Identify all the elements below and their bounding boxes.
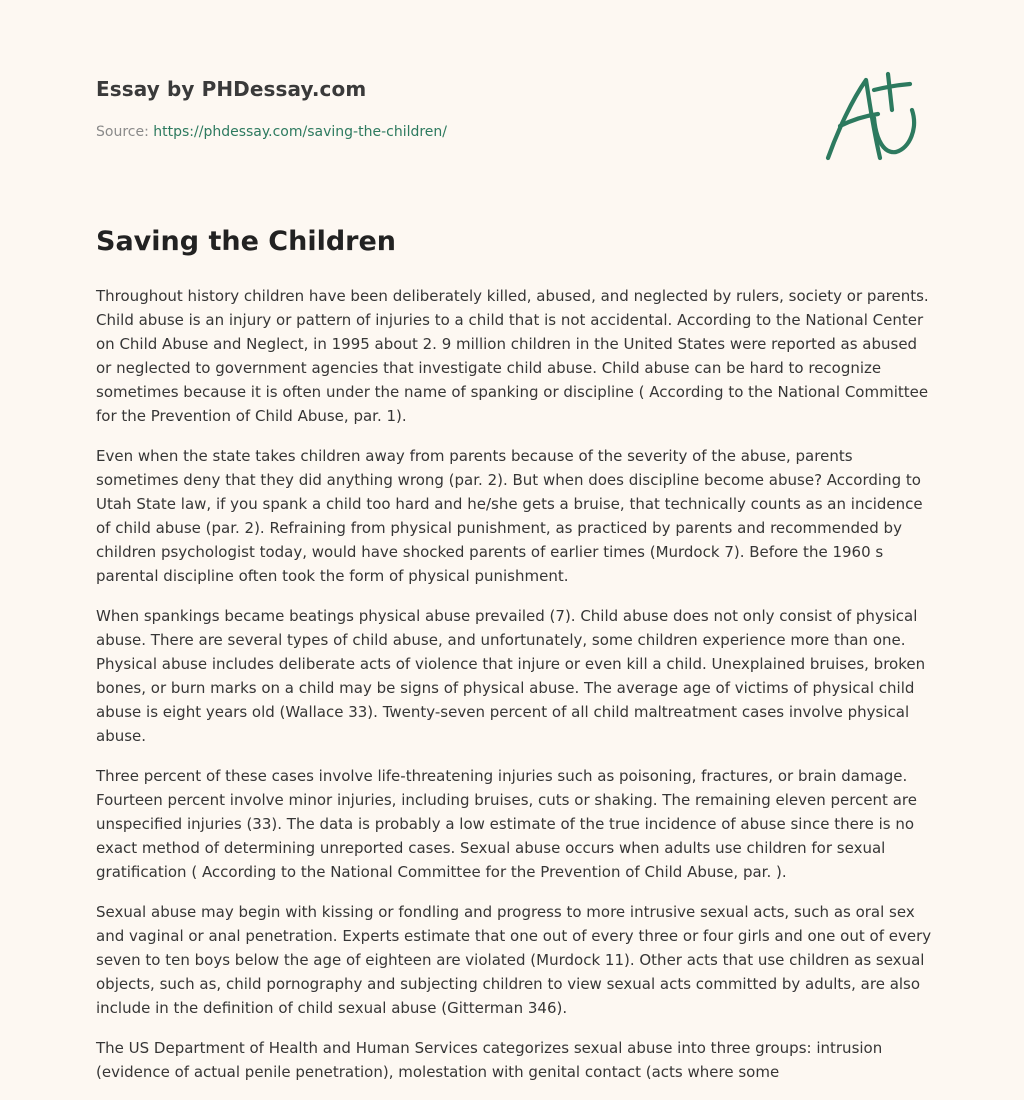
essay-paragraph: The US Department of Health and Human Services categorizes sexual abuse into three groups: intrusion (evidence of actual penile penetration), molestation with genital contact (acts where some bbox=[96, 1039, 883, 1081]
site-title: Essay by PHDessay.com bbox=[96, 77, 367, 101]
source-label: Source: bbox=[96, 124, 149, 140]
essay-paragraph: Three percent of these cases involve life-threatening injuries such as poisoning, fractures, or brain damage. Fourteen percent involve minor injuries, including bruises, cuts or shaking. The remaining eleven percent are unspecified injuries (33). The data is probably a low estimate of the true incidence of abuse since there is no exact method of determining unreported cases. Sexual abuse occurs when adults use children for sexual gratification ( According to the National Committee for the Prevention of Child Abuse, par. ). bbox=[96, 767, 917, 881]
source-line bbox=[96, 124, 447, 140]
a-plus-grade-icon bbox=[822, 68, 926, 166]
source-link[interactable]: https://phdessay.com/saving-the-children/ bbox=[153, 124, 448, 140]
essay-paragraph: Even when the state takes children away from parents because of the severity of the abuse, parents sometimes deny that they did anything wrong (par. 2). But when does discipline become abuse? According to Utah State law, if you spank a child too hard and he/she gets a bruise, that technically counts as an incidence of child abuse (par. 2). Refraining from physical punishment, as practiced by parents and recommended by children psychologist today, would have shocked parents of earlier times (Murdock 7). Before the 1960 s parental discipline often took the form of physical punishment. bbox=[96, 447, 923, 585]
essay-title: Saving the Children bbox=[96, 226, 397, 257]
essay-paragraph: When spankings became beatings physical abuse prevailed (7). Child abuse does not only consist of physical abuse. There are several types of child abuse, and unfortunately, some children experience more than one. Physical abuse includes deliberate acts of violence that injure or even kill a child. Unexplained bruises, broken bones, or burn marks on a child may be signs of physical abuse. The average age of victims of physical child abuse is eight years old (Wallace 33). Twenty-seven percent of all child maltreatment cases involve physical abuse. bbox=[96, 607, 926, 745]
essay-paragraph: Throughout history children have been deliberately killed, abused, and neglected by rulers, society or parents. Child abuse is an injury or pattern of injuries to a child that is not accidental. According to the National Center on Child Abuse and Neglect, in 1995 about 2. 9 million children in the United States were reported as abused or neglected to government agencies that investigate child abuse. Child abuse can be hard to recognize sometimes because it is often under the name of spanking or discipline ( According to the National Committee for the Prevention of Child Abuse, par. 1). bbox=[96, 287, 929, 425]
essay-paragraph: Sexual abuse may begin with kissing or fondling and progress to more intrusive sexual acts, such as oral sex and vaginal or anal penetration. Experts estimate that one out of every three or four girls and one out of every seven to ten boys below the age of eighteen are violated (Murdock 11). Other acts that use children as sexual objects, such as, child pornography and subjecting children to view sexual acts committed by adults, are also include in the definition of child sexual abuse (Gitterman 346). bbox=[96, 903, 932, 1017]
essay-body bbox=[96, 284, 932, 1100]
